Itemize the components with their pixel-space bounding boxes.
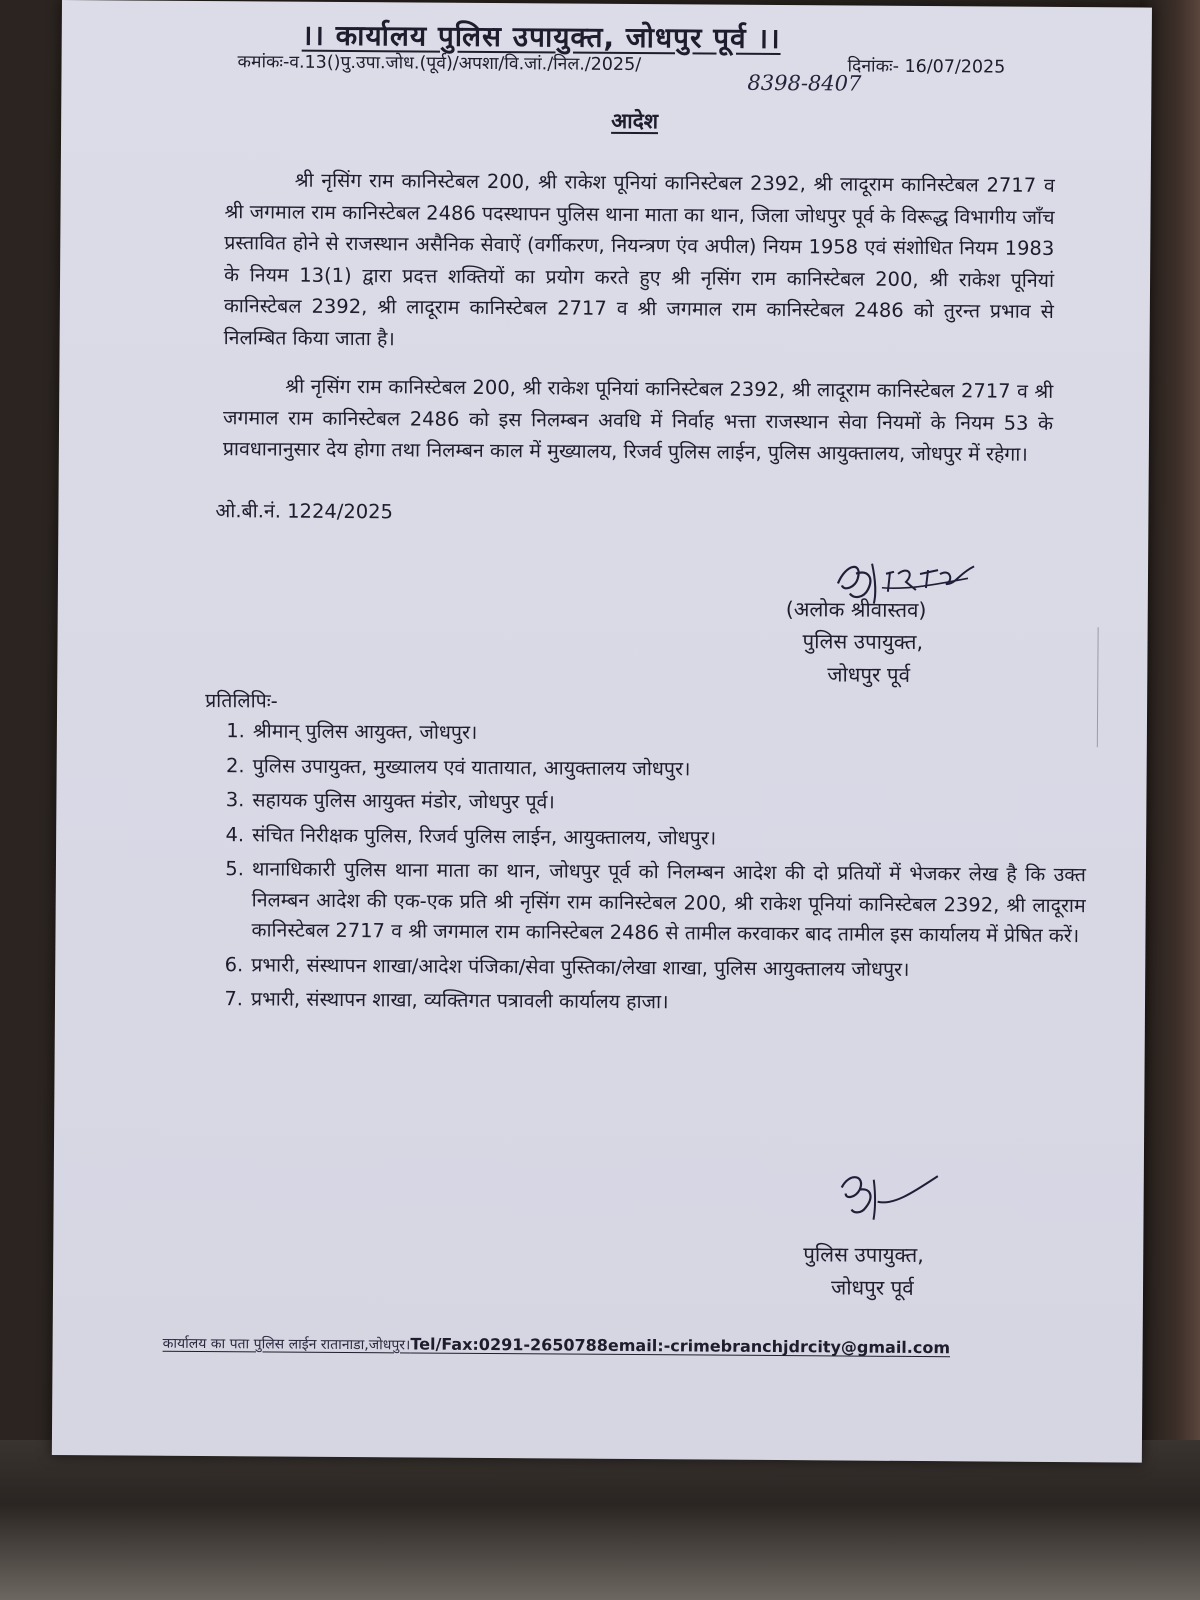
- ob-number: ओ.बी.नं. 1224/2025: [215, 499, 394, 524]
- order-paragraph-2: श्री नृसिंग राम कानिस्टेबल 200, श्री राकेश पूनियां कानिस्टेबल 2392, श्री लादूराम कानिस्टेबल 2717 व श्री जगमाल राम कानिस्टेबल 2486 को इस निलम्बन अवधि में निर्वाह भत्ता राजस्थान सेवा नियमों के नियम 53 के प्रावधानानुसार देय होगा तथा निलम्बन काल में मुख्यालय, रिजर्व पुलिस लाईन, पुलिस आयुक्तालय, जोधपुर में रहेगा।: [222, 374, 1054, 466]
- list-item-number: 2.: [225, 753, 245, 777]
- list-item: [207, 716, 1087, 753]
- office-address: कार्यालय का पता पुलिस लाईन रातानाडा,जोधपुर।: [162, 1335, 411, 1354]
- list-item-number: 1.: [226, 719, 245, 743]
- list-item-number: 7.: [224, 987, 244, 1011]
- list-item-text: प्रभारी, संस्थापन शाखा, व्यक्तिगत पत्रावली कार्यालय हाजा।: [250, 987, 669, 1014]
- signatory-designation: पुलिस उपायुक्त,: [802, 629, 924, 655]
- list-item-text: सहायक पुलिस आयुक्त मंडोर, जोधपुर पूर्व।: [252, 788, 555, 814]
- fold-mark: [1097, 627, 1099, 747]
- list-item-number: 3.: [225, 788, 245, 812]
- copy-to-label: प्रतिलिपिः-: [205, 689, 278, 713]
- list-item-number: 5.: [225, 857, 245, 881]
- signatory-location: जोधपुर पूर्व: [827, 662, 911, 687]
- order-paragraph-1: श्री नृसिंग राम कानिस्टेबल 200, श्री राकेश पूनियां कानिस्टेबल 2392, श्री लादूराम कानिस्टेबल 2717 व श्री जगमाल राम कानिस्टेबल 2486 पदस्थापन पुलिस थाना माता का थान, जिला जोधपुर पूर्व के विरूद्ध विभागीय जाँच प्रस्तावित होने से राजस्थान असैनिक सेवाऐं (वर्गीकरण, नियन्त्रण एंव अपील) नियम 1958 एवं संशोधित नियम 1983 के नियम 13(1) द्वारा प्रदत्त शक्तियों का प्रयोग करते हुए श्री नृसिंग राम कानिस्टेबल 200, श्री राकेश पूनियां कानिस्टेबल 2392, श्री लादूराम कानिस्टेबल 2717 व श्री जगमाल राम कानिस्टेबल 2486 को तुरन्त प्रभाव से निलम्बित किया जाता है।: [223, 168, 1055, 350]
- signatory-name: (अलोक श्रीवास्तव): [785, 597, 927, 623]
- list-item-text: प्रभारी, संस्थापन शाखा/आदेश पंजिका/सेवा पुस्तिका/लेखा शाखा, पुलिस आयुक्तालय जोधपुर।: [251, 952, 910, 981]
- list-item: [206, 785, 1086, 822]
- desk-background-bottom: [0, 1440, 1200, 1600]
- list-item-text: पुलिस उपायुक्त, मुख्यालय एवं यातायात, आयुक्तालय जोधपुर।: [252, 753, 691, 780]
- signatory2-location: जोधपुर पूर्व: [830, 1275, 914, 1300]
- list-item: [205, 984, 1085, 1021]
- list-item: [207, 751, 1087, 788]
- order-document-page: [52, 0, 1152, 1463]
- reference-number: कमांकः-व.13()पु.उपा.जोध.(पूर्व)/अपशा/वि.जां./निल./2025/: [237, 52, 642, 76]
- copy-recipients-list: [205, 716, 1087, 1025]
- order-date: दिनांकः- 16/07/2025: [847, 56, 1006, 78]
- office-contact: Tel/Fax:0291-2650788email:-crimebranchjdrcity@gmail.com: [410, 1334, 951, 1358]
- list-item-number: 4.: [225, 822, 245, 846]
- list-item-text: श्रीमान् पुलिस आयुक्त, जोधपुर।: [252, 719, 478, 744]
- office-header-title: ।। कार्यालय पुलिस उपायुक्त, जोधपुर पूर्व ।।: [301, 18, 781, 56]
- handwritten-signature-2: [833, 1165, 943, 1226]
- office-footer: [163, 1333, 951, 1358]
- handwritten-dispatch-number: 8398-8407: [747, 70, 862, 96]
- list-item-number: 6.: [224, 952, 244, 976]
- list-item-text: थानाधिकारी पुलिस थाना माता का थान, जोधपुर पूर्व को निलम्बन आदेश की दो प्रतियों में भेजकर लेख है कि उक्त निलम्बन आदेश की एक-एक प्रति श्री नृसिंग राम कानिस्टेबल 200, श्री राकेश पूनियां कानिस्टेबल 2392, श्री लादूराम कानिस्टेबल 2717 व श्री जगमाल राम कानिस्टेबल 2486 से तामील करवाकर बाद तामील इस कार्यालय में प्रेषित करें।: [251, 857, 1086, 948]
- order-heading: आदेश: [611, 108, 659, 134]
- list-item-text: संचित निरीक्षक पुलिस, रिजर्व पुलिस लाईन, आयुक्तालय, जोधपुर।: [252, 822, 717, 850]
- list-item: [206, 820, 1086, 857]
- signatory2-designation: पुलिस उपायुक्त,: [803, 1242, 924, 1268]
- list-item: [205, 854, 1086, 952]
- list-item: [205, 950, 1085, 987]
